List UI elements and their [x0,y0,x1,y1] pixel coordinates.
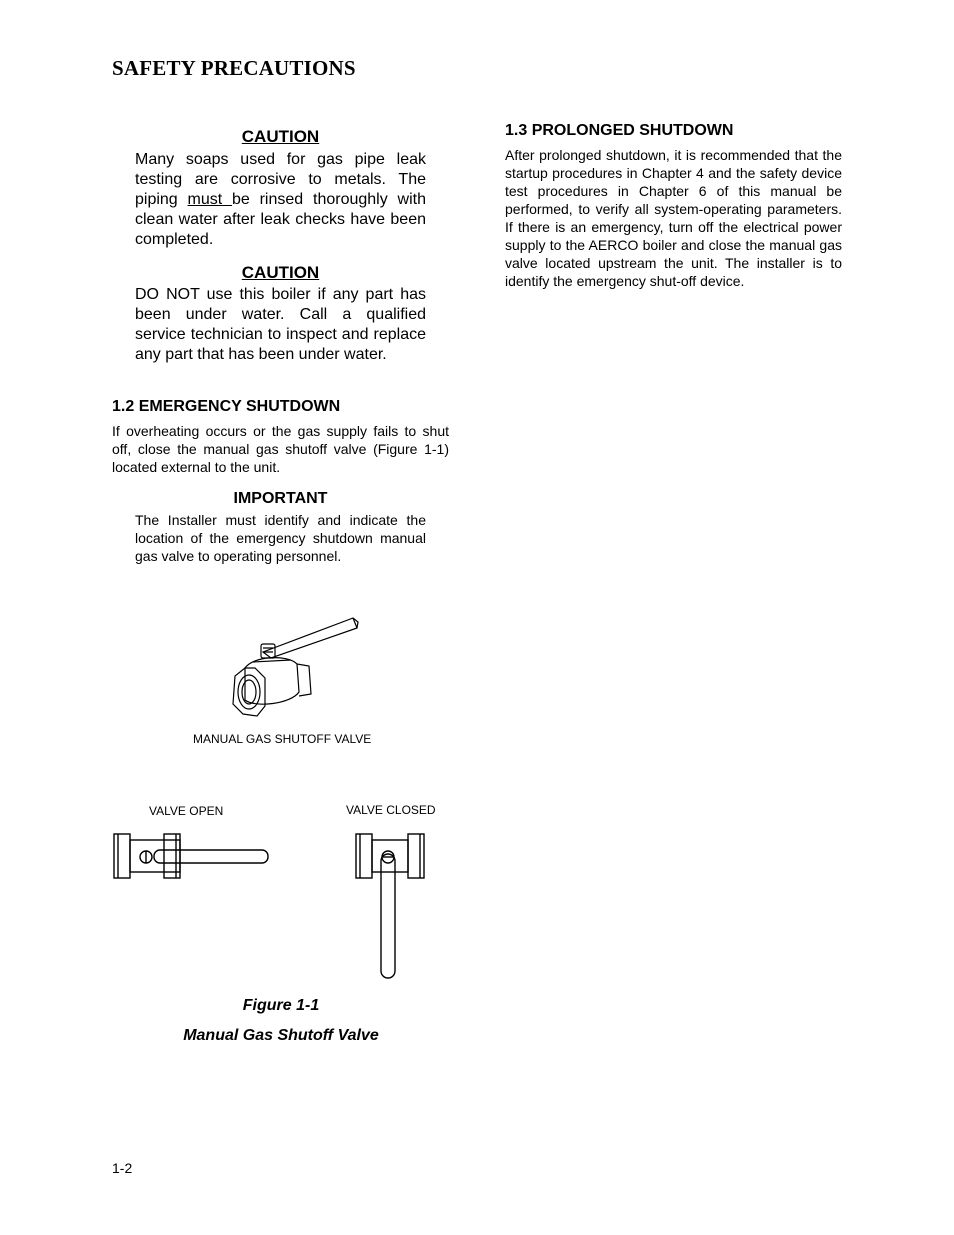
caution-heading: CAUTION [241,127,320,146]
section-heading-prolonged-shutdown: 1.3 PROLONGED SHUTDOWN [505,122,734,139]
figure-caption-title: Manual Gas Shutoff Valve [183,1027,379,1044]
page-number: 1-2 [112,1160,133,1176]
figure-label-valve-closed: VALVE CLOSED [346,803,436,817]
figure-label-manual-valve: MANUAL GAS SHUTOFF VALVE [193,732,372,746]
caution-text-part: be rinsed thoroughly with clean water after leak checks have been completed. [135,191,426,248]
prolonged-shutdown-text: After prolonged shutdown, it is recommended that the startup procedures in Chapter 4 and the safety device test procedures in Chapter 6 of this manual be performed, to verify all system-operating parameters. If there is an emergency, turn off the electrical power supply to the AERCO boiler and close the manual gas valve located upstream the unit. The installer is to identify the emergency shut-off device. [505,147,842,289]
valve-open-diagram [110,828,272,884]
figure-label-valve-open: VALVE OPEN [149,804,224,818]
ball-valve-illustration [225,612,365,722]
figure-caption-number: Figure 1-1 [242,997,320,1014]
emergency-shutdown-text: If overheating occurs or the gas supply fails to shut off, close the manual gas shutoff valve (Figure 1-1) located external to the unit. [112,423,449,475]
caution-text-emphasis: must [187,191,232,208]
caution-text: DO NOT use this boiler if any part has been under water. Call a qualified service technician to inspect and replace any part that has been under water. [135,286,426,363]
caution-text-part: Many soaps used for gas pipe leak testing are corrosive to metals. The piping [135,151,426,208]
important-heading: IMPORTANT [233,490,328,507]
caution-text [135,150,426,250]
section-heading-emergency-shutdown: 1.2 EMERGENCY SHUTDOWN [112,398,341,415]
caution-heading: CAUTION [241,263,320,282]
important-text: The Installer must identify and indicate the location of the emergency shutdown manual gas valve to operating personnel. [135,512,426,564]
page-title: SAFETY PRECAUTIONS [112,56,356,80]
valve-closed-diagram [352,828,430,983]
